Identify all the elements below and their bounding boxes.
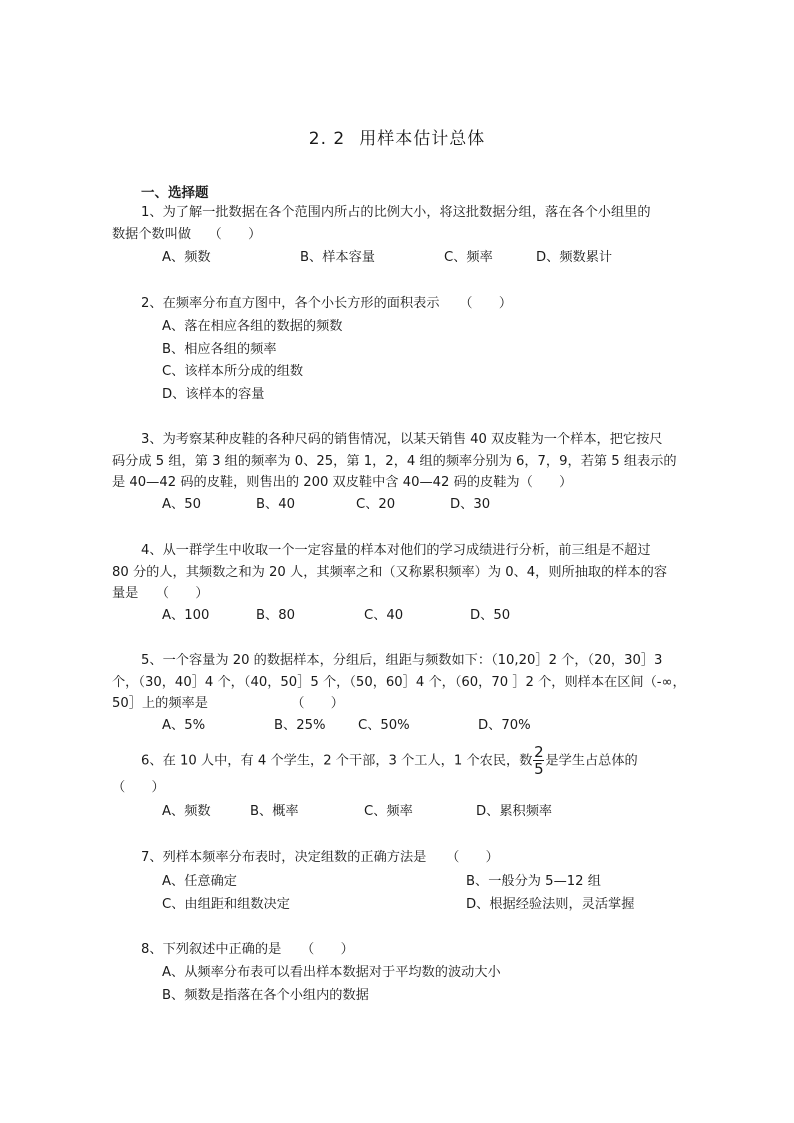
- q3-option-b: B、40: [256, 497, 296, 512]
- q3-line-3: 是 40—42 码的皮鞋，则售出的 200 双皮鞋中含 40—42 码的皮鞋为（ ）: [112, 475, 573, 490]
- q4-line-1: 4、从一群学生中收取一个一定容量的样本对他们的学习成绩进行分析，前三组是不超过: [141, 543, 651, 558]
- q2-line-1: 2、在频率分布直方图中，各个小长方形的面积表示 （ ）: [141, 296, 513, 311]
- q6-option-b: B、概率: [250, 804, 299, 819]
- q6-text-after: 是学生占总体的: [545, 753, 638, 769]
- q1-option-c: C、频率: [444, 250, 493, 265]
- q6-numerator: 2: [534, 743, 544, 761]
- q4-line-2: 80 分的人，其频数之和为 20 人，其频率之和（又称累积频率）为 0、4，则所抽取的样本的容: [112, 565, 668, 580]
- page-title: [0, 124, 794, 149]
- q6-line-1: [141, 745, 638, 777]
- q8-line-1: 8、下列叙述中正确的是 （ ）: [141, 942, 354, 957]
- q7-line-1: 7、列样本频率分布表时，决定组数的正确方法是 （ ）: [141, 850, 499, 865]
- q1-line-2: 数据个数叫做 （ ）: [112, 227, 262, 242]
- q1-option-d: D、频数累计: [536, 250, 613, 265]
- q8-option-b: B、频数是指落在各个小组内的数据: [162, 988, 369, 1003]
- title-text: 用样本估计总体: [359, 129, 486, 149]
- q7-option-a: A、任意确定: [162, 874, 237, 889]
- q6-fraction: [533, 745, 544, 776]
- q4-option-c: C、40: [364, 608, 404, 623]
- q3-option-c: C、20: [356, 497, 396, 512]
- q6-text-before: 6、在 10 人中，有 4 个学生，2 个干部，3 个工人，1 个农民，数: [141, 753, 533, 769]
- q7-option-d: D、根据经验法则，灵活掌握: [466, 897, 635, 912]
- q6-option-a: A、频数: [162, 804, 211, 819]
- q1-line-1: 1、为了解一批数据在各个范围内所占的比例大小，将这批数据分组，落在各个小组里的: [141, 205, 651, 220]
- q5-line-2: 个，（30，40］4 个，（40，50］5 个，（50，60］4 个，（60，70 ］2 个，则样本在区间（-∞，: [112, 675, 686, 690]
- q3-option-a: A、50: [162, 497, 201, 512]
- q3-line-2: 码分成 5 组，第 3 组的频率为 0、25，第 1，2，4 组的频率分别为 6，7，9，若第 5 组表示的: [112, 454, 677, 469]
- section-heading: 一、选择题: [141, 185, 209, 201]
- q5-line-3: 50］上的频率是 （ ）: [112, 696, 344, 711]
- q4-option-d: D、50: [470, 608, 511, 623]
- q4-line-3: 量是 （ ）: [112, 586, 209, 601]
- q7-option-b: B、一般分为 5—12 组: [466, 874, 601, 889]
- q5-option-d: D、70%: [478, 718, 531, 733]
- q5-option-b: B、25%: [274, 718, 326, 733]
- title-number: 2. 2: [308, 129, 346, 149]
- q3-line-1: 3、为考察某种皮鞋的各种尺码的销售情况，以某天销售 40 双皮鞋为一个样本，把它按尺: [141, 432, 663, 447]
- q4-option-a: A、100: [162, 608, 210, 623]
- q2-option-d: D、该样本的容量: [162, 387, 265, 402]
- q2-option-c: C、该样本所分成的组数: [162, 364, 304, 379]
- q6-option-c: C、频率: [364, 804, 413, 819]
- q4-option-b: B、80: [256, 608, 296, 623]
- q6-line-2: （ ）: [112, 780, 165, 795]
- q8-option-a: A、从频率分布表可以看出样本数据对于平均数的波动大小: [162, 965, 501, 980]
- q2-option-b: B、相应各组的频率: [162, 342, 277, 357]
- q3-option-d: D、30: [450, 497, 491, 512]
- q6-denominator: 5: [534, 760, 544, 778]
- q5-line-1: 5、一个容量为 20 的数据样本，分组后，组距与频数如下：（10,20］2 个，（20，30］3: [141, 653, 663, 668]
- q1-option-a: A、频数: [162, 250, 211, 265]
- q5-option-c: C、50%: [358, 718, 410, 733]
- q2-option-a: A、落在相应各组的数据的频数: [162, 319, 343, 334]
- q7-option-c: C、由组距和组数决定: [162, 897, 290, 912]
- q5-option-a: A、5%: [162, 718, 206, 733]
- q1-option-b: B、样本容量: [300, 250, 375, 265]
- q6-option-d: D、累积频率: [476, 804, 553, 819]
